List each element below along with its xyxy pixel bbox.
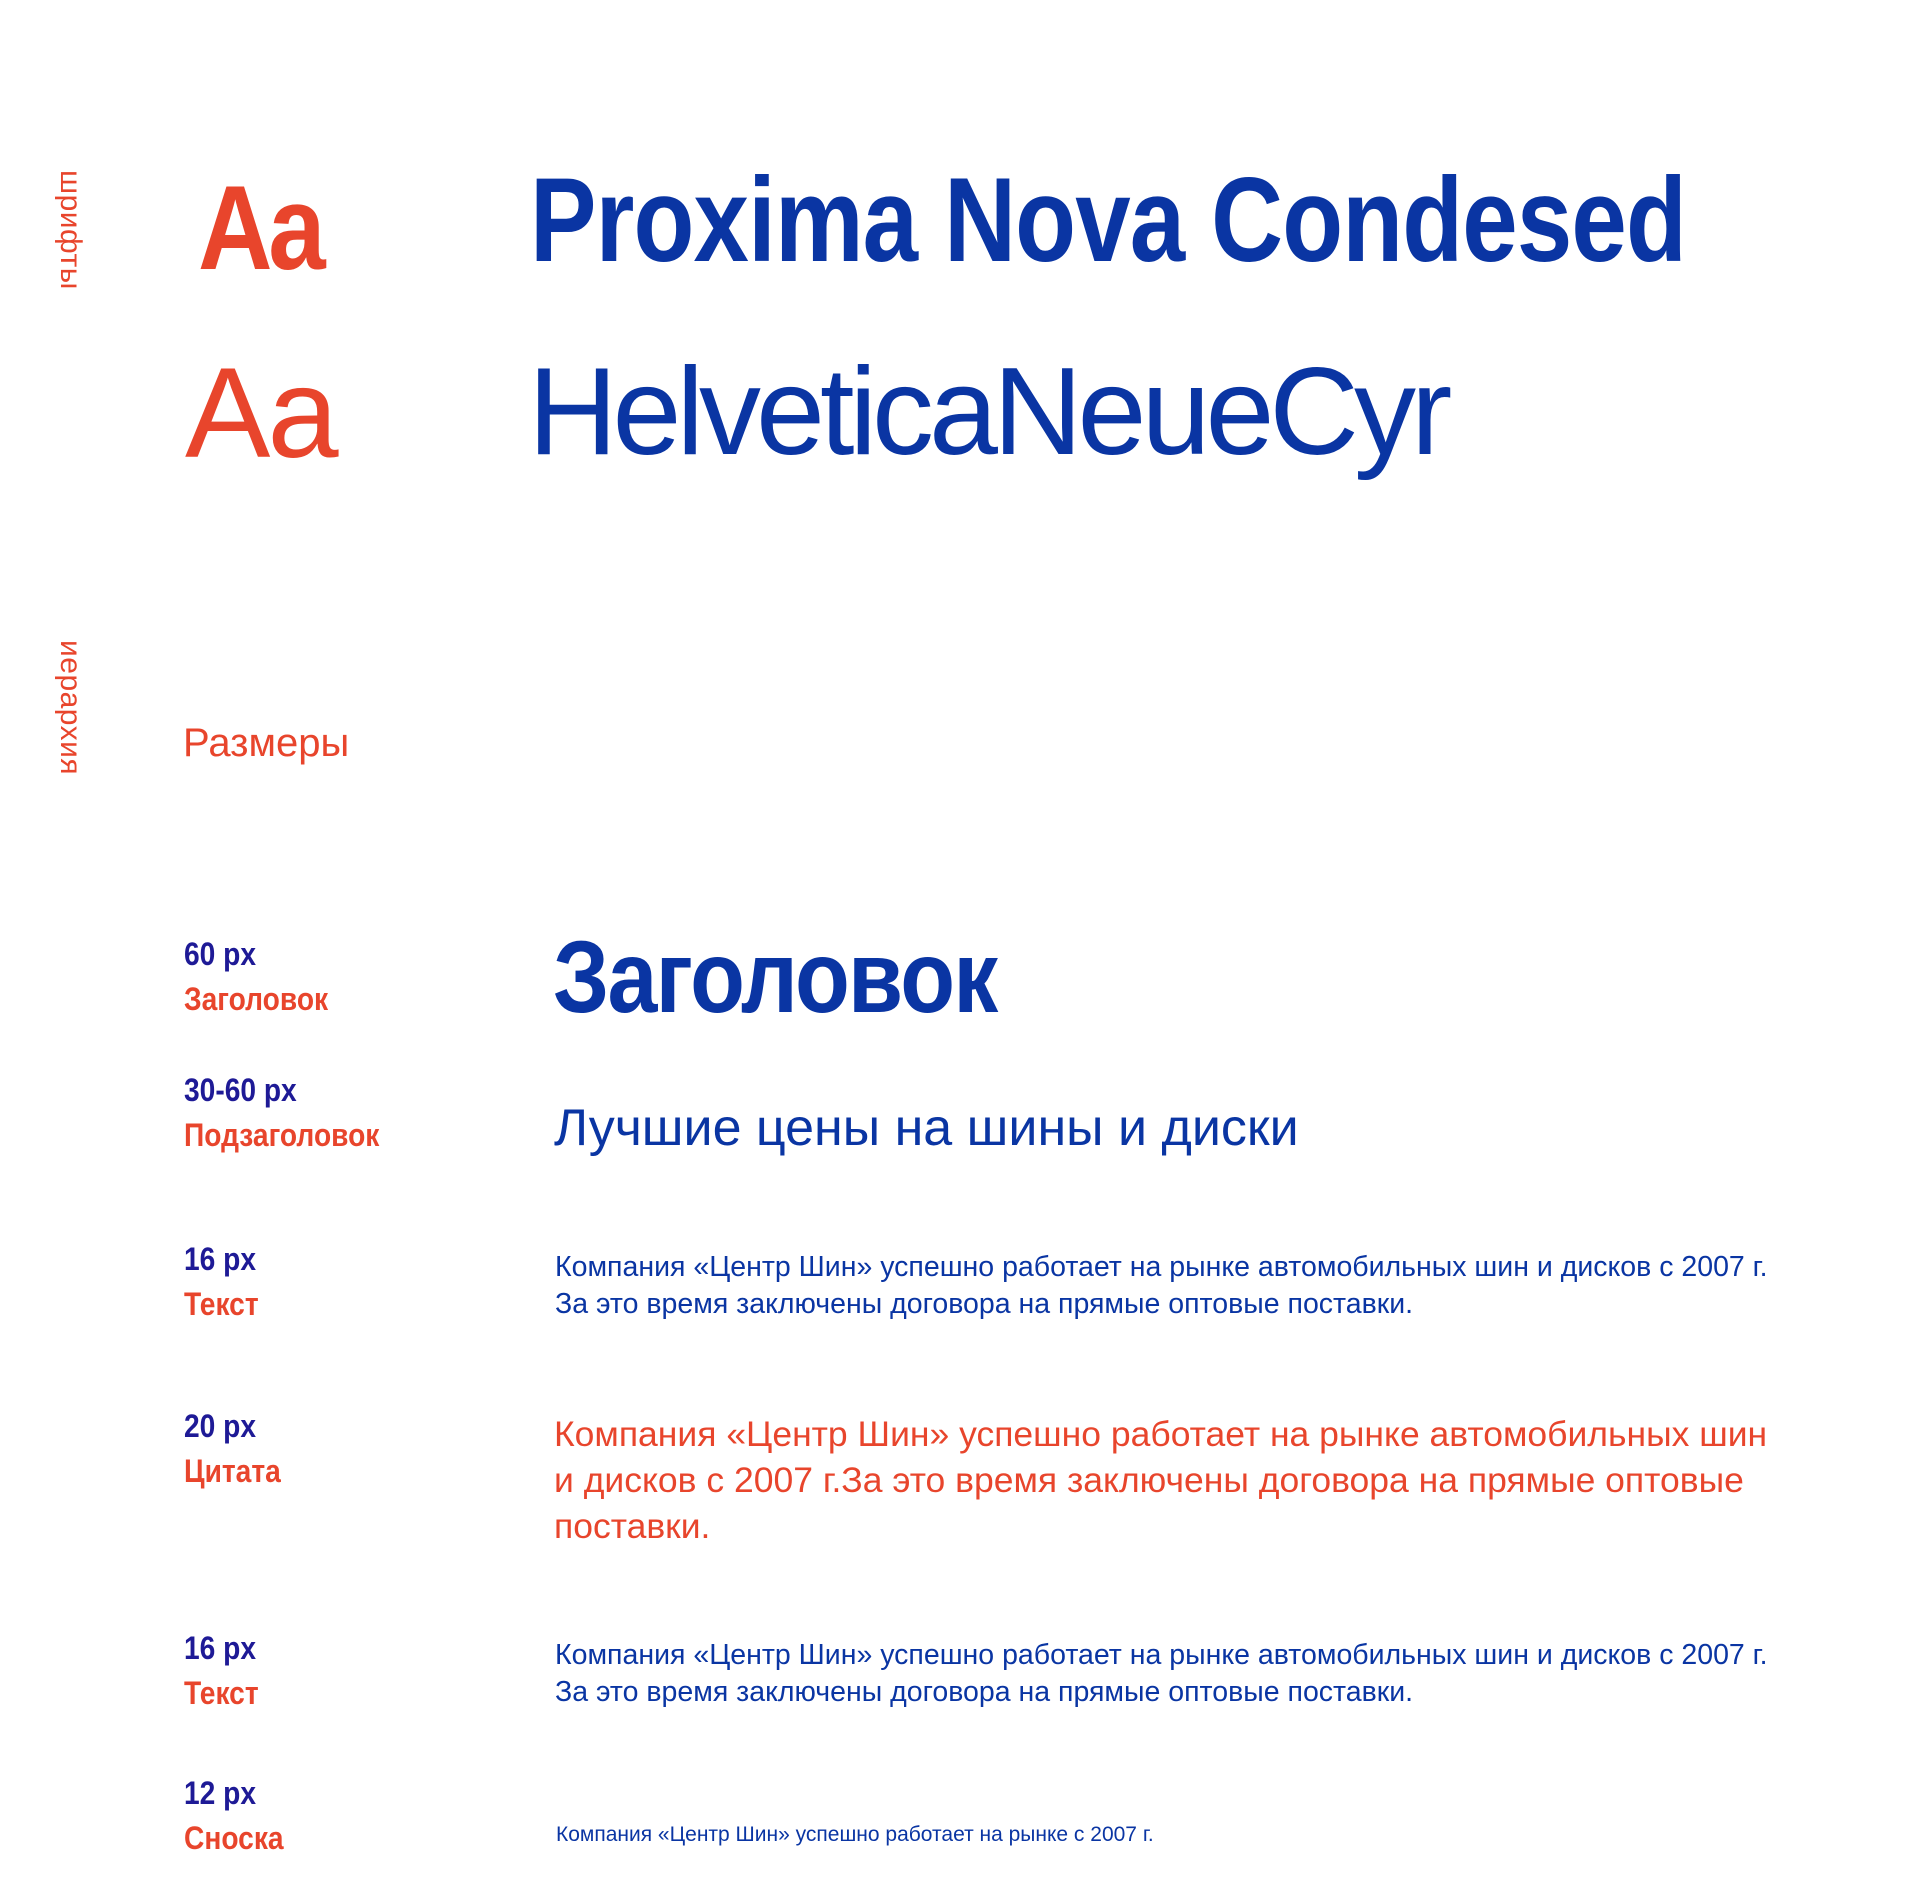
size-label-subheading: 30-60 px — [184, 1072, 297, 1108]
sample-subheading: Лучшие цены на шины и диски — [554, 1099, 1299, 1157]
size-label-footnote: 12 px — [184, 1775, 257, 1811]
role-label-text-2: Текст — [184, 1675, 259, 1711]
sample-text-line: Компания «Центр Шин» успешно работает на рынке автомобильных шин и дисков с 2007 г. — [555, 1251, 1768, 1283]
side-label-fonts: шрифты — [54, 170, 87, 290]
side-label-hierarchy: иерархия — [54, 640, 87, 776]
sample-text-line: За это время заключены договора на прямые оптовые поставки. — [555, 1676, 1414, 1708]
font-sample-bold: Aa — [198, 161, 322, 295]
size-label-quote: 20 px — [184, 1408, 257, 1444]
role-label-quote: Цитата — [184, 1453, 281, 1489]
sample-quote — [554, 1411, 1920, 1549]
font-name-helvetica: HelveticaNeueCyr — [528, 343, 1448, 481]
size-label-text: 16 px — [184, 1241, 257, 1277]
sample-quote-line: поставки. — [554, 1506, 711, 1546]
size-label-heading: 60 px — [184, 936, 257, 972]
size-label-text-2: 16 px — [184, 1630, 257, 1666]
font-name-proxima: Proxima Nova Condesed — [530, 153, 1686, 287]
sizes-heading: Размеры — [183, 721, 350, 765]
role-label-text: Текст — [184, 1286, 259, 1322]
role-label-subheading: Подзаголовок — [184, 1117, 380, 1153]
sample-text-line: За это время заключены договора на прямые оптовые поставки. — [555, 1288, 1414, 1320]
sample-quote-line: и дисков с 2007 г.За это время заключены договора на прямые оптовые — [554, 1460, 1744, 1500]
font-sample-regular: Aa — [185, 342, 336, 485]
sample-text — [555, 1249, 1920, 1323]
sample-quote-line: Компания «Центр Шин» успешно работает на рынке автомобильных шин — [554, 1414, 1768, 1454]
sample-heading: Заголовок — [553, 920, 997, 1034]
role-label-footnote: Сноска — [184, 1820, 284, 1856]
sample-text-line: Компания «Центр Шин» успешно работает на рынке автомобильных шин и дисков с 2007 г. — [555, 1639, 1768, 1671]
sample-footnote: Компания «Центр Шин» успешно работает на рынке с 2007 г. — [556, 1823, 1154, 1846]
role-label-heading: Заголовок — [184, 981, 329, 1017]
sample-text-2 — [555, 1637, 1920, 1711]
